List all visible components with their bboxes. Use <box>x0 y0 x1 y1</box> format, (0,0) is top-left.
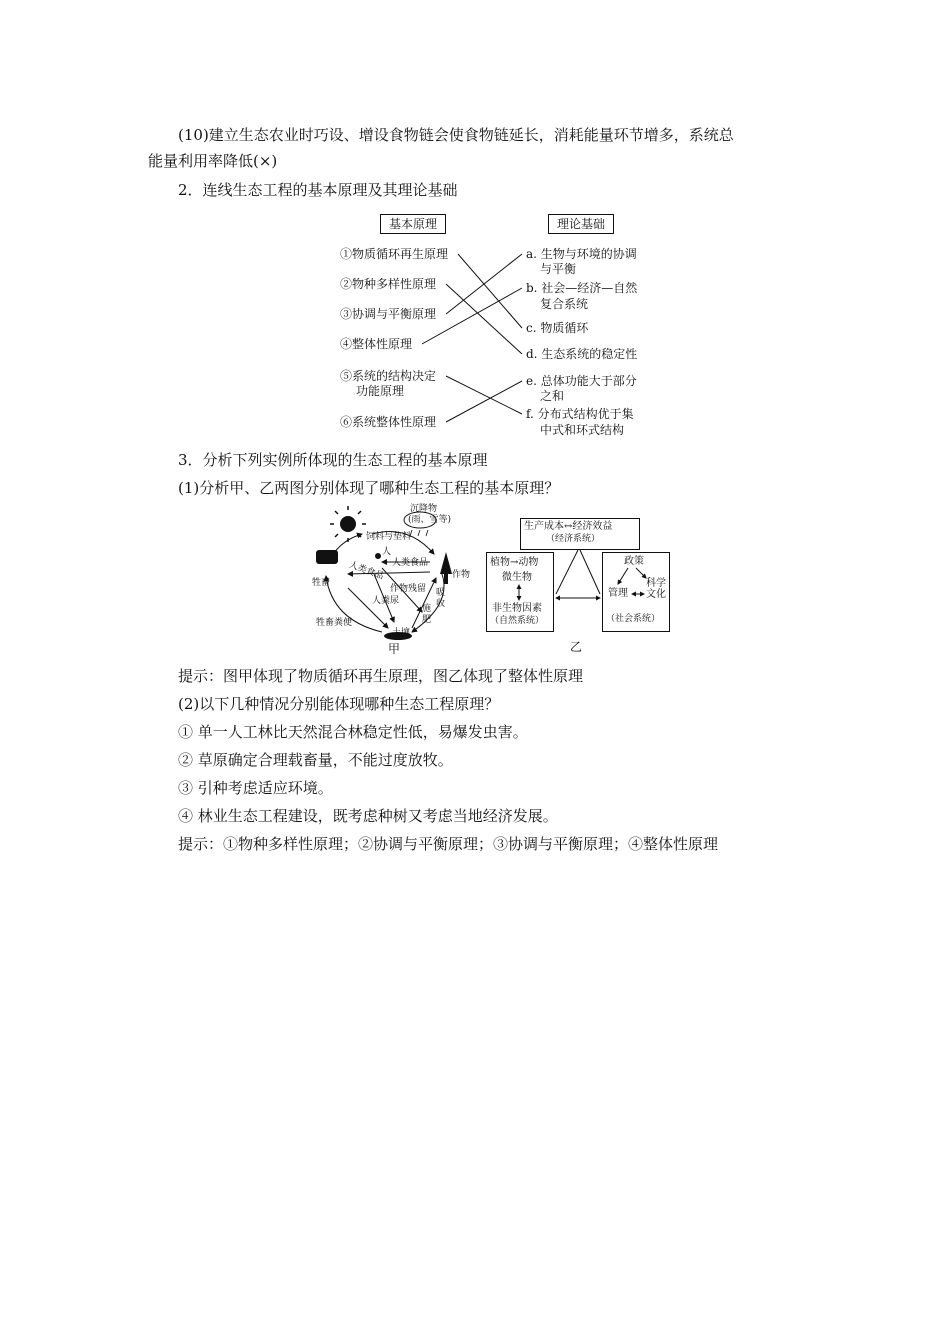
right-item-d: d. 生态系统的稳定性 <box>526 347 638 361</box>
line-3-a <box>446 254 522 314</box>
label-economy: 生产成本↔经济效益 <box>524 521 613 532</box>
q3-item-1: ① 单一人工林比天然混合林稳定性低，易爆发虫害。 <box>178 723 528 741</box>
label-science: 科学 <box>646 578 666 589</box>
line-6-e <box>446 381 522 422</box>
label-abiotic: 非生物因素 <box>492 603 542 614</box>
q3-hint2: 提示：①物种多样性原理；②协调与平衡原理；③协调与平衡原理；④整体性原理 <box>178 835 719 853</box>
right-item-a2: 与平衡 <box>540 262 577 276</box>
label-human: 人 <box>382 547 392 557</box>
label-food: 人类食品 <box>392 558 429 568</box>
line-5-f <box>446 376 522 414</box>
right-item-e: e. 总体功能大于部分 <box>526 374 637 388</box>
right-item-c: c. 物质循环 <box>526 321 589 335</box>
right-header: 理论基础 <box>548 214 614 234</box>
figure-yi <box>486 514 672 658</box>
right-item-b: b. 社会—经济—自然 <box>526 281 638 295</box>
q3-item-2: ② 草原确定合理载畜量，不能过度放牧。 <box>178 751 453 769</box>
label-manage: 管理 <box>608 588 628 599</box>
label-crop: 作物 <box>452 570 471 580</box>
label-soil: 土壤 <box>392 628 411 638</box>
q3-item-4: ④ 林业生态工程建设，既考虑种树又考虑当地经济发展。 <box>178 807 558 825</box>
q3-sub2: (2)以下几种情况分别能体现哪种生态工程原理？ <box>178 695 500 713</box>
matching-lines <box>330 208 660 442</box>
label-economy-sys: （经济系统） <box>546 534 601 544</box>
left-header: 基本原理 <box>380 214 446 234</box>
left-item-2: ②物种多样性原理 <box>340 277 437 291</box>
q10-line2: 能量利用率降低(×) <box>148 152 278 170</box>
label-manure: 牲畜粪便 <box>316 618 353 628</box>
human-icon <box>375 553 381 559</box>
label-precip2: (雨、雪等) <box>408 515 452 525</box>
label-food2: 人类食品 <box>347 560 385 582</box>
left-item-5b: 功能原理 <box>356 384 405 398</box>
q10-line1: (10)建立生态农业时巧设、增设食物链会使食物链延长，消耗能量环节增多，系统总 <box>178 126 734 144</box>
livestock-icon <box>316 550 338 564</box>
q3-hint1: 提示：图甲体现了物质循环再生原理，图乙体现了整体性原理 <box>178 667 584 685</box>
q3-sub1: (1)分析甲、乙两图分别体现了哪种生态工程的基本原理？ <box>178 479 560 497</box>
q3-item-3: ③ 引种考虑适应环境。 <box>178 779 333 797</box>
left-item-6: ⑥系统整体性原理 <box>340 415 437 429</box>
q2-title: 2．连线生态工程的基本原理及其理论基础 <box>178 181 458 199</box>
right-item-f: f. 分布式结构优于集 <box>526 407 634 421</box>
label-precip: 沉降物 <box>410 504 438 514</box>
label-fertilize: 施肥 <box>422 604 432 625</box>
label-excrement: 人粪尿 <box>372 596 400 606</box>
right-item-f2: 中式和环式结构 <box>540 423 625 437</box>
crop-icon <box>440 552 452 574</box>
right-item-e2: 之和 <box>540 389 565 403</box>
caption-yi: 乙 <box>570 640 583 654</box>
line-1-c <box>458 254 522 328</box>
figure-jia <box>312 504 480 654</box>
left-item-3: ③协调与平衡原理 <box>340 307 437 321</box>
label-microbe: 微生物 <box>502 572 532 583</box>
line-4-b <box>422 288 522 344</box>
left-item-5: ⑤系统的结构决定 <box>340 369 437 383</box>
right-item-a: a. 生物与环境的协调 <box>526 247 637 261</box>
label-society-sys: （社会系统） <box>606 614 661 624</box>
label-absorb: 吸收 <box>436 588 446 609</box>
label-livestock: 牲畜 <box>312 578 331 588</box>
left-item-4: ④整体性原理 <box>340 337 413 351</box>
right-item-b2: 复合系统 <box>540 297 589 311</box>
system-links <box>486 514 672 658</box>
sun-icon <box>340 516 356 532</box>
label-residue: 作物残留 <box>390 584 427 594</box>
caption-jia: 甲 <box>388 642 401 656</box>
q3-title: 3．分析下列实例所体现的生态工程的基本原理 <box>178 451 488 469</box>
label-culture: 文化 <box>646 589 666 600</box>
label-plant-animal: 植物→动物 <box>490 557 539 568</box>
left-item-1: ①物质循环再生原理 <box>340 247 449 261</box>
label-feed: 饲料与垫料 <box>366 532 412 542</box>
label-nature-sys: （自然系统） <box>490 616 545 626</box>
matching-diagram <box>330 208 660 442</box>
label-policy: 政策 <box>624 556 644 567</box>
